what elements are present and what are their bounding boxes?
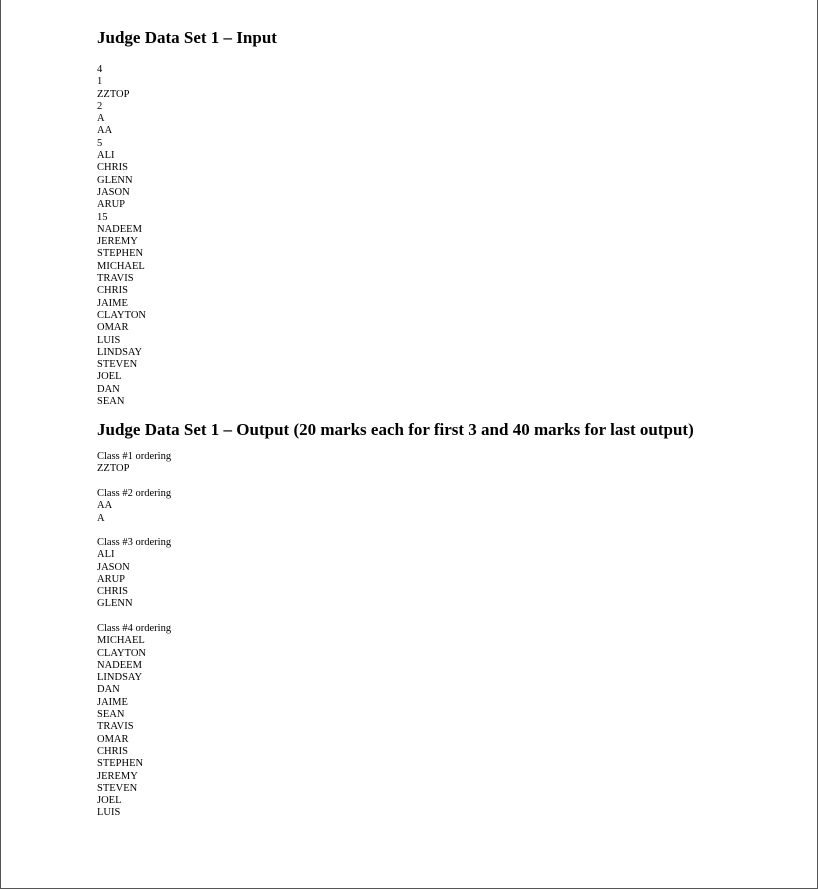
- output-name-line: MICHAEL: [97, 635, 145, 647]
- class-ordering-header: Class #1 ordering: [97, 451, 172, 462]
- output-name-line: LUIS: [97, 807, 121, 819]
- output-name-line: CLAYTON: [97, 647, 147, 659]
- output-name-line: CHRIS: [97, 745, 128, 757]
- input-line: JOEL: [97, 371, 122, 383]
- input-line: AA: [97, 125, 113, 137]
- input-line: 5: [97, 137, 103, 149]
- input-lines: [97, 64, 146, 408]
- input-line: JEREMY: [97, 236, 138, 248]
- input-line: LINDSAY: [97, 346, 143, 358]
- input-line: STEVEN: [97, 359, 138, 371]
- input-line: ZZTOP: [97, 88, 130, 100]
- output-block-class-2: [97, 488, 171, 525]
- output-name-line: SEAN: [97, 709, 125, 721]
- input-line: STEPHEN: [97, 248, 144, 260]
- output-name-line: JEREMY: [97, 770, 138, 782]
- input-line: DAN: [97, 383, 120, 395]
- input-line: MICHAEL: [97, 260, 145, 272]
- output-block-class-1: [97, 451, 171, 476]
- output-block-class-3: [97, 537, 171, 611]
- input-line: SEAN: [97, 396, 125, 408]
- input-line: A: [97, 113, 105, 125]
- output-name-line: CHRIS: [97, 586, 128, 598]
- output-name-line: AA: [97, 500, 113, 512]
- output-name-line: ARUP: [97, 573, 126, 585]
- class-ordering-header: Class #4 ordering: [97, 623, 172, 634]
- output-name-line: JOEL: [97, 795, 122, 807]
- input-line: CHRIS: [97, 285, 128, 297]
- output-name-line: ALI: [97, 549, 115, 561]
- input-line: NADEEM: [97, 223, 142, 235]
- input-line: CLAYTON: [97, 309, 147, 321]
- output-name-line: JASON: [97, 561, 130, 573]
- input-line: ARUP: [97, 199, 126, 211]
- output-name-line: GLENN: [97, 598, 133, 610]
- output-name-line: LINDSAY: [97, 672, 143, 684]
- input-line: 2: [97, 100, 103, 112]
- output-name-line: OMAR: [97, 733, 129, 745]
- output-name-line: A: [97, 512, 105, 524]
- input-line: JAIME: [97, 297, 128, 309]
- output-block-class-4: [97, 623, 171, 820]
- class-ordering-header: Class #3 ordering: [97, 537, 172, 548]
- input-heading: Judge Data Set 1 – Input: [97, 28, 277, 47]
- output-name-line: ZZTOP: [97, 463, 130, 475]
- input-line: LUIS: [97, 334, 121, 346]
- input-line: TRAVIS: [97, 273, 134, 285]
- input-line: OMAR: [97, 322, 129, 334]
- input-line: 1: [97, 76, 103, 88]
- output-name-line: STEVEN: [97, 782, 138, 794]
- output-name-line: STEPHEN: [97, 758, 144, 770]
- output-name-line: DAN: [97, 684, 120, 696]
- class-ordering-header: Class #2 ordering: [97, 488, 172, 499]
- input-line: CHRIS: [97, 162, 128, 174]
- output-heading: Judge Data Set 1 – Output (20 marks each for first 3 and 40 marks for last output): [97, 420, 694, 439]
- input-line: 15: [97, 211, 108, 223]
- output-name-line: TRAVIS: [97, 721, 134, 733]
- input-line: 4: [97, 64, 103, 75]
- input-line: ALI: [97, 150, 115, 162]
- output-name-line: NADEEM: [97, 659, 142, 671]
- input-line: GLENN: [97, 174, 133, 186]
- output-name-line: JAIME: [97, 696, 128, 708]
- input-line: JASON: [97, 186, 130, 198]
